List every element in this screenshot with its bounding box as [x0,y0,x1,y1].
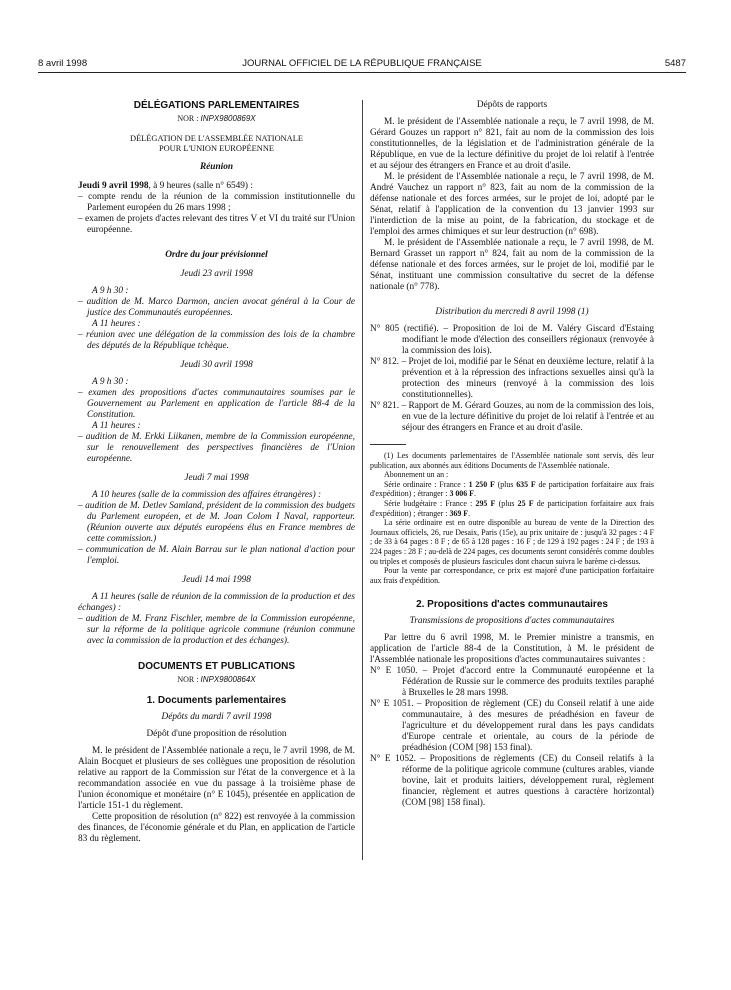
distribution-heading: Distribution du mercredi 8 avril 1998 (1) [435,307,589,317]
page-header [38,58,686,72]
time-slot: A 9 h 30 : [92,286,129,296]
header-rule [38,72,686,73]
footnote-text: (1) Les documents parlementaires de l'Assemblée nationale sont servis, dès leur publication, aux abonnés aux éditions Documents de l'Assemblée nationale. [370,451,654,470]
time-slot: A 11 heures : [92,421,141,431]
section-1-title: 1. Documents parlementaires [146,695,287,706]
agenda-item: – compte rendu de la réunion de la commission institutionnelle du Parlement européen du 26 mars 1998 ; [78,192,355,213]
meeting-date: Jeudi 9 avril 1998, à 9 heures (salle n° 6549) : [78,181,253,191]
resolution-paragraph: Cette proposition de résolution (n° 822) est renvoyée à la commission des finances, de l'économie générale et du Plan, en application de l'article 83 du règlement. [78,812,355,844]
header-date: 8 avril 1998 [38,58,88,69]
report-paragraph: M. le président de l'Assemblée nationale a reçu, le 7 avril 1998, de M. Bernard Grasset un rapport n° 824, fait au nom de la commission de la défense nationale et des forces armées, sur le projet de loi, modifié par le Sénat, instituant une commission consultative du secret de la défense nationale (n° 778). [370,238,654,292]
footnote-text: Série ordinaire : France : 1 250 F (plus 635 F de participation forfaitaire aux frais d'expédition) ; étranger : 3 006 F. [370,479,654,499]
agenda-item: – réunion avec une délégation de la commission des lois de la chambre des députés de la République tchèque. [78,330,355,351]
time-slot: A 11 heures (salle de réunion de la commission de la production et des échanges) : [78,592,355,613]
agenda-item: – audition de M. Detlev Samland, président de la commission des budgets du Parlement européen, et de M. Joan Colom I Naval, rapporteur. (Réunion ouverte aux députés européens élus en France membres de cette commission.) [78,501,355,544]
depot-resolution-heading: Dépôt d'une proposition de résolution [146,729,287,739]
transmissions-heading: Transmissions de propositions d'actes communautaires [409,616,615,627]
agenda-item: – examen de projets d'actes relevant des titres V et VI du traité sur l'Union européenne. [78,214,355,235]
footnote-text: La série ordinaire est en outre disponible au bureau de vente de la Direction des Journaux officiels, 26, rue Desaix, Paris (15e), au prix unitaire de : jusqu'à 32 pages : 4 F ; de 33 à 64 pages : 8 F ; de 65 à 128 pages : 16 F ; de 129 à 192 pages : 24 F ; de 193 à 224 pages : 28 F ; au-delà de 224 pages, ces documents seront considérés comme doubles ou triples et composés de plusieurs fascicules dont chacun suivra le barème ci-dessus. [370,518,654,566]
transmission-letter: Par lettre du 6 avril 1998, M. le Premier ministre a transmis, en application de l'article 88-4 de la Constitution, à M. le président de l'Assemblée nationale les propositions d'actes communautaires suivantes : [370,633,654,666]
community-act-item: N° E 1051. – Proposition de règlement (CE) du Conseil relatif à une aide communautaire, à des mesures de préadhésion en faveur de l'agriculture et du développement rural dans les pays candidats d'Europe centrale et orientale, au cours de la période de préadhésion (COM [98] 153 final). [370,699,654,754]
agenda-item: – examen des propositions d'actes communautaires soumises par le Gouvernement au Parlement en application de l'article 88-4 de la Constitution. [78,388,355,420]
documents-title: DOCUMENTS ET PUBLICATIONS [137,661,296,672]
community-act-item: N° E 1052. – Propositions de règlements (CE) du Conseil relatifs à la réforme de la politique agricole commune (cultures arables, viande bovine, lait et produits laitiers, développement rural, règlement financier, règlement et autres questions à caractère horizontal) (COM [98] 158 final). [370,754,654,809]
footnote-text: Série budgétaire : France : 295 F (plus 25 F de participation forfaitaire aux frais d'expédition) ; étranger : 369 F. [370,498,654,518]
agenda-item: – audition de M. Erkki Liikanen, membre de la Commission européenne, sur le renouvellement des perspectives financières de l'Union européenne. [78,432,355,464]
day-heading: Jeudi 7 mai 1998 [184,473,249,483]
distribution-item: N° 812. – Projet de loi, modifié par le Sénat en deuxième lecture, relatif à la prévention et à la répression des infractions sexuelles ainsi qu'à la protection des mineurs (renvoyé à la commission des lois constitutionnelles). [370,357,654,400]
report-paragraph: M. le président de l'Assemblée nationale a reçu, le 7 avril 1998, de M. Gérard Gouzes un rapport n° 821, fait au nom de la commission des lois constitutionnelles, de la législation et de l'administration générale de la République, en vue de la lecture définitive du projet de loi relatif à l'entrée et au séjour des étrangers en France et au droit d'asile. [370,117,654,171]
documents-nor: NOR : INPX9800864X [177,675,256,684]
journal-title: JOURNAL OFFICIEL DE LA RÉPUBLIQUE FRANÇAISE [242,58,482,69]
community-act-item: N° E 1050. – Projet d'accord entre la Communauté européenne et la Fédération de Russie sur le commerce des produits textiles paraphé à Bruxelles le 28 mars 1998. [370,666,654,699]
resolution-paragraph: M. le président de l'Assemblée nationale a reçu, le 7 avril 1998, de M. Alain Bocquet et plusieurs de ses collègues une proposition de résolution relative au rapport de la Commission sur l'état de la convergence et à la recommandation associée en vue du passage à la troisième phase de l'union économique et monétaire (n° E 1045), présentée en application de l'article 151-1 du règlement. [78,746,355,811]
distribution-item: N° 821. – Rapport de M. Gérard Gouzes, au nom de la commission des lois, en vue de la lecture définitive du projet de loi relatif à l'entrée et au séjour des étrangers en France et au droit d'asile. [370,401,654,433]
footnote [370,451,654,585]
section-2-title: 2. Propositions d'actes communautaires [416,599,608,611]
depots-rapports-heading: Dépôts de rapports [476,100,548,110]
depots-date: Dépôts du mardi 7 avril 1998 [161,712,272,722]
ordre-du-jour-heading: Ordre du jour prévisionnel [165,250,268,260]
delegations-title: DÉLÉGATIONS PARLEMENTAIRES [133,100,300,111]
time-slot: A 11 heures : [92,319,141,329]
column-divider [362,100,363,860]
distribution-item: N° 805 (rectifié). – Proposition de loi de M. Valéry Giscard d'Estaing modifiant le mode d'élection des conseillers régionaux (renvoyée à la commission des lois). [370,324,654,356]
day-heading: Jeudi 14 mai 1998 [182,575,251,585]
delegations-nor: NOR : INPX9800869X [177,114,256,123]
footnote-text: Pour la vente par correspondance, ce prix est majoré d'une participation forfaitaire aux frais d'expédition. [370,566,654,585]
time-slot: A 9 h 30 : [92,377,129,387]
delegation-name: DÉLÉGATION DE L'ASSEMBLÉE NATIONALE POUR L'UNION EUROPÉENNE [130,134,303,153]
right-column [370,100,654,809]
report-paragraph: M. le président de l'Assemblée nationale a reçu, le 7 avril 1998, de M. André Vauchez un rapport n° 823, fait au nom de la commission de la défense nationale et des forces armées, sur le projet de loi, adopté par le Sénat, relatif à l'application de la convention du 13 janvier 1993 sur l'interdiction de la mise au point, de la fabrication, du stockage et de l'emploi des armes chimiques et sur leur destruction (n° 698). [370,172,654,237]
left-column [78,100,355,845]
footnote-text: Abonnement un an : [384,470,449,480]
footnote-separator [370,444,406,445]
reunion-heading: Réunion [199,162,234,172]
page-number: 5487 [664,58,686,69]
day-heading: Jeudi 23 avril 1998 [180,269,253,279]
time-slot: A 10 heures (salle de la commission des affaires étrangères) : [92,490,322,500]
agenda-item: – communication de M. Alain Barrau sur le plan national d'action pour l'emploi. [78,545,355,566]
agenda-item: – audition de M. Marco Darmon, ancien avocat général à la Cour de justice des Communautés européennes. [78,297,355,318]
agenda-item: – audition de M. Franz Fischler, membre de la Commission européenne, sur la réforme de la politique agricole commune (réunion commune avec la commission de la production et des échanges). [78,614,355,646]
day-heading: Jeudi 30 avril 1998 [180,360,253,370]
